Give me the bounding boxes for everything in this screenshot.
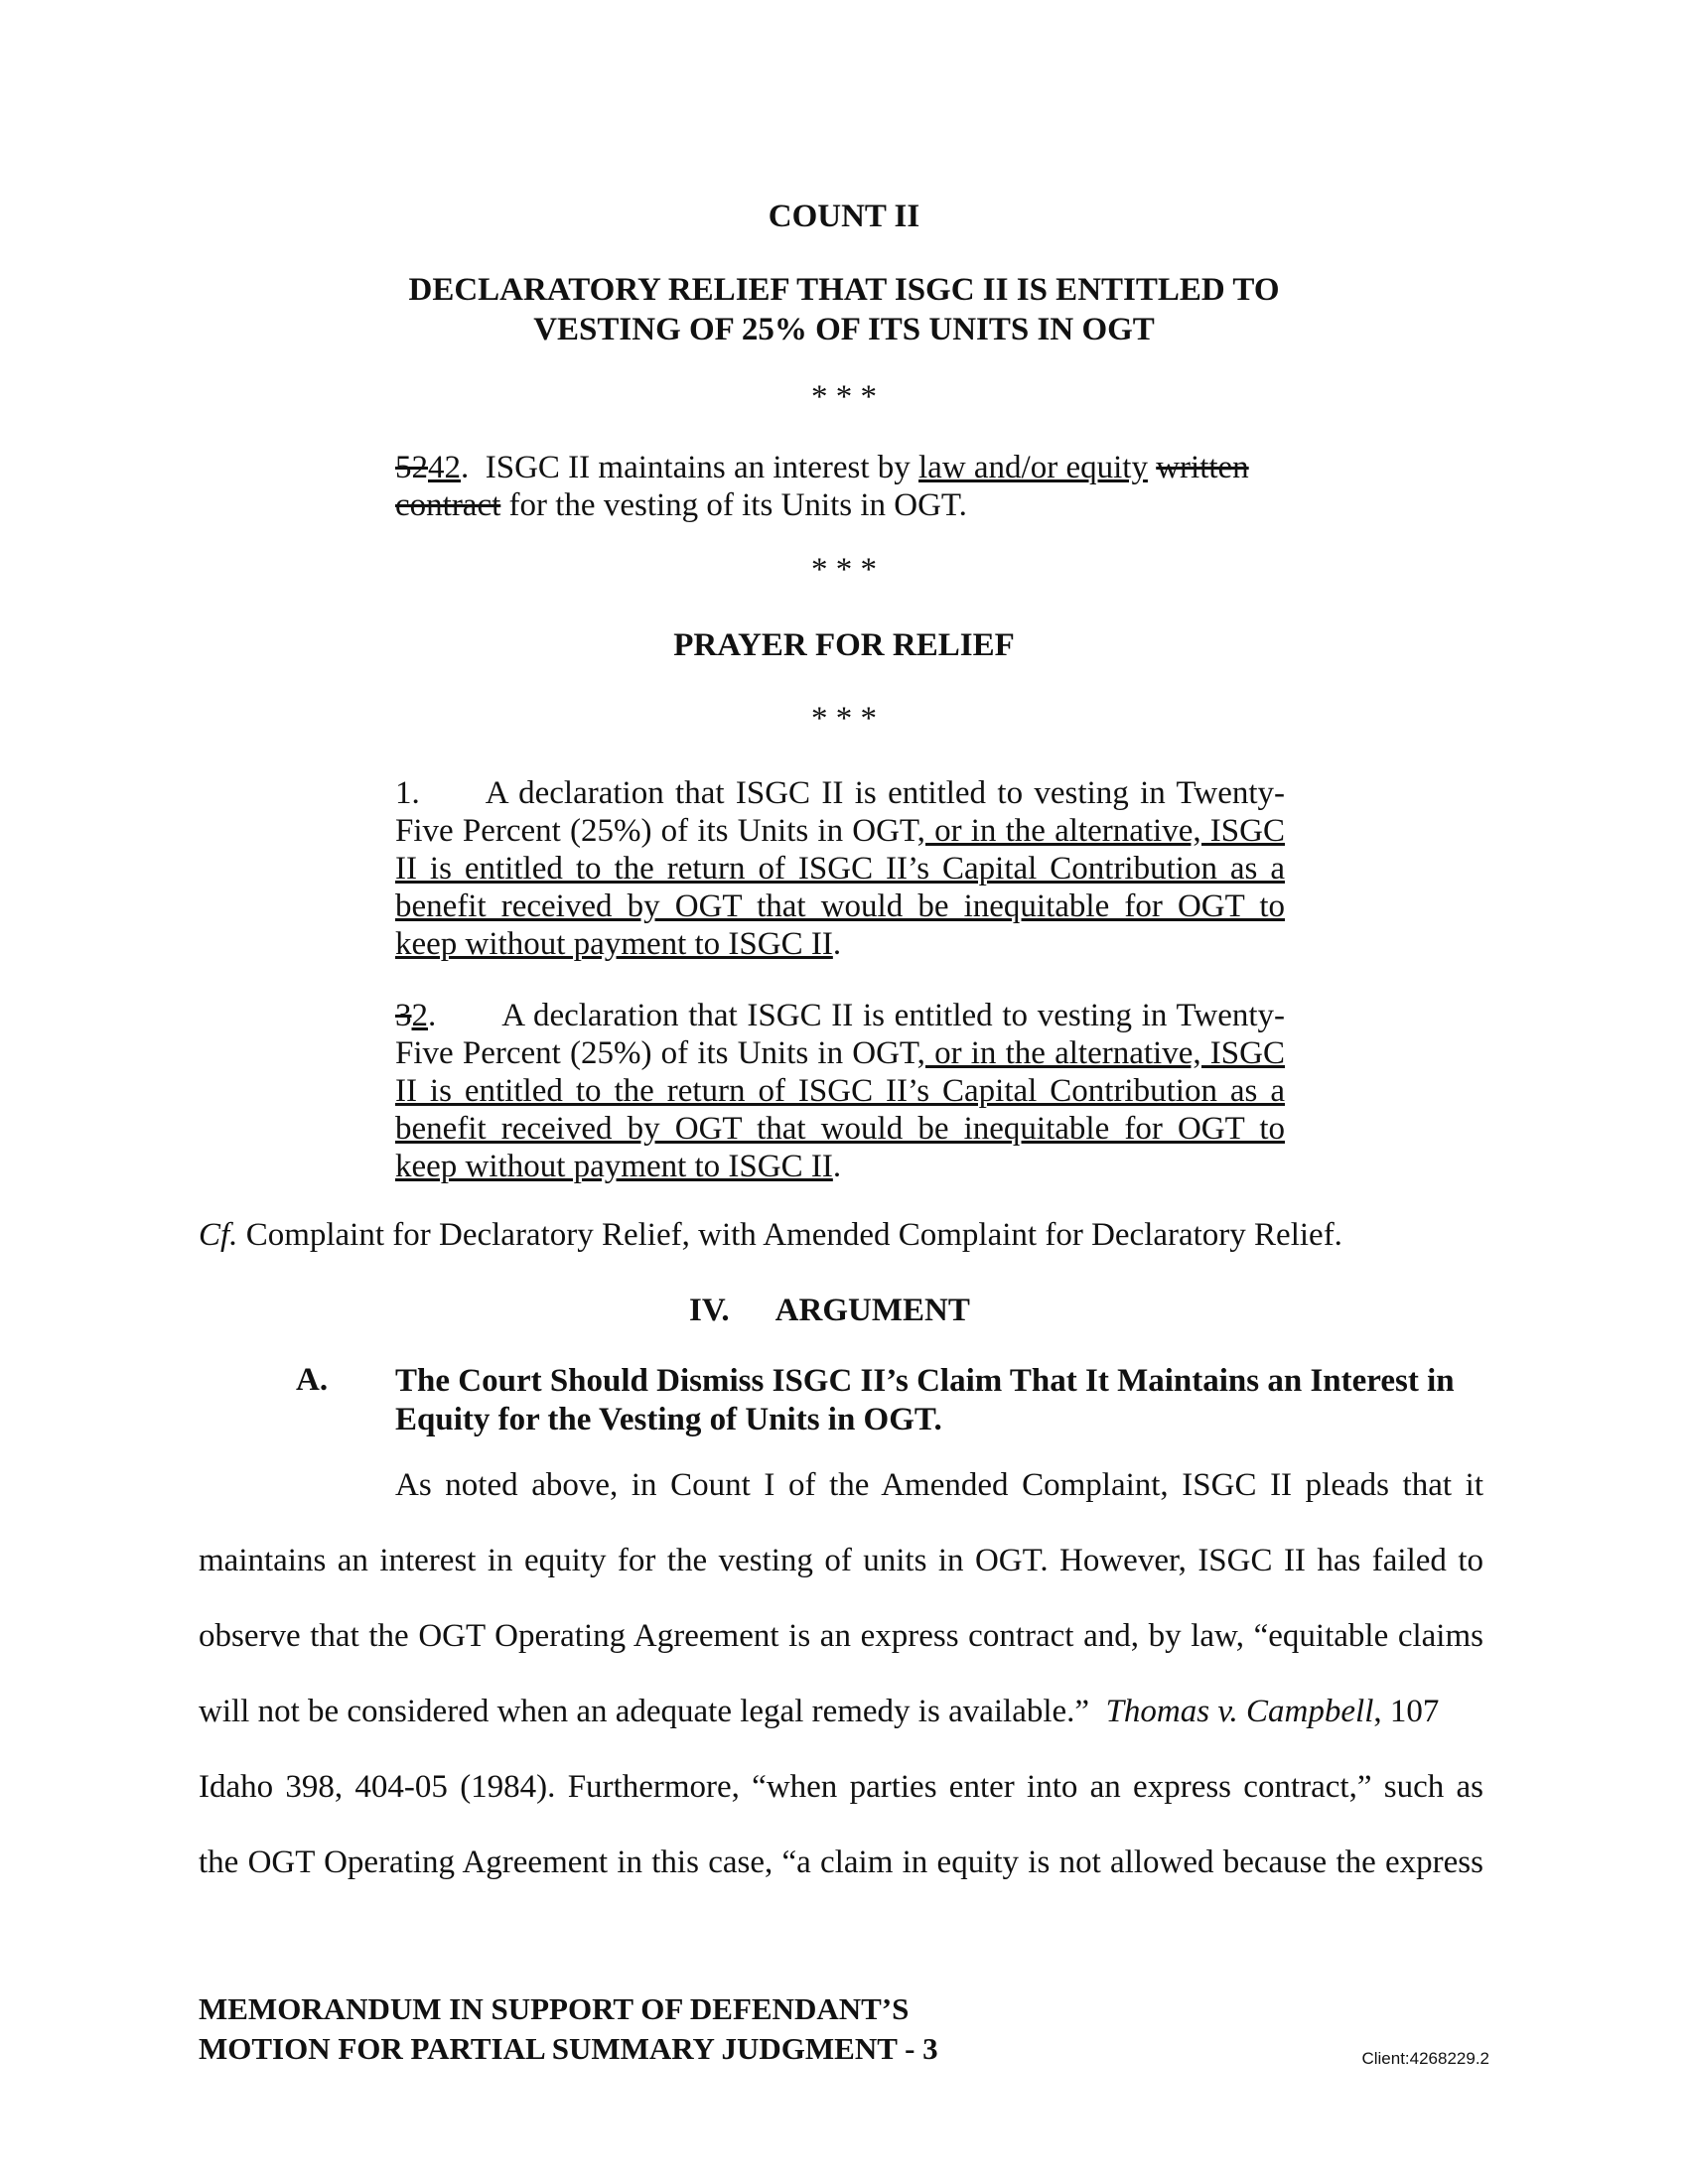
body-line-4-b: , 107 — [1373, 1694, 1440, 1729]
count-subheading-line1: DECLARATORY RELIEF THAT ISGC II IS ENTITLED TO — [408, 272, 1280, 308]
footer-line-2: MOTION FOR PARTIAL SUMMARY JUDGMENT - 3 — [199, 2031, 938, 2066]
body-line-4 — [199, 1694, 1483, 1730]
paragraph-42 — [395, 449, 1285, 524]
footer-title — [199, 1989, 938, 2069]
argument-heading — [689, 1293, 970, 1329]
inserted-number: 42 — [428, 450, 461, 485]
prayer-item-1 — [395, 774, 1285, 963]
asterisks-1: * * * — [811, 379, 877, 415]
paragraph-42-text2: for the vesting of its Units in OGT. — [500, 487, 967, 523]
asterisks-2: * * * — [811, 552, 877, 588]
client-number: Client:4268229.2 — [1361, 2049, 1489, 2068]
count-heading: COUNT II — [768, 199, 920, 234]
prayer-item-2-inserted: , or in the alternative, ISGC II is entitled to the return of ISGC II’s Capital Contribution as a benefit received by OGT that would be inequitable for OGT to keep without payment to ISGC II — [395, 1035, 1285, 1184]
prayer-item-2-text: A declaration that ISGC II is entitled to vesting in Twenty-Five Percent (25%) of its Units in OGT — [395, 998, 1285, 1071]
cf-signal: Cf. — [199, 1217, 238, 1253]
subheading-letter: A. — [296, 1362, 329, 1398]
count-subheading-line2: VESTING OF 25% OF ITS UNITS IN OGT — [533, 312, 1155, 347]
prayer-heading: PRAYER FOR RELIEF — [673, 627, 1015, 663]
body-line-2: maintains an interest in equity for the vesting of units in OGT. However, ISGC II has failed to — [199, 1543, 1483, 1578]
argument-title: ARGUMENT — [774, 1293, 970, 1328]
paragraph-42-text1: ISGC II maintains an interest by — [469, 450, 919, 485]
deleted-number: 52 — [395, 450, 428, 485]
cf-text: Complaint for Declaratory Relief, with Amended Complaint for Declaratory Relief. — [237, 1217, 1342, 1253]
footer-line-1: MEMORANDUM IN SUPPORT OF DEFENDANT’S — [199, 1991, 910, 2026]
subheading-a: The Court Should Dismiss ISGC II’s Claim That It Maintains an Interest in Equity for the Vesting of Units in OGT. — [395, 1363, 1455, 1437]
count-subheading — [0, 270, 1688, 349]
deleted-text: written contract — [395, 450, 1249, 523]
body-line-1: As noted above, in Count I of the Amended Complaint, ISGC II pleads that it — [395, 1467, 1483, 1503]
asterisks-3: * * * — [811, 701, 877, 737]
body-line-5: Idaho 398, 404-05 (1984). Furthermore, “when parties enter into an express contract,” such as — [199, 1769, 1483, 1805]
prayer-item-1-number: 1. — [395, 775, 420, 811]
inserted-text: law and/or equity — [918, 450, 1148, 485]
cf-citation — [199, 1217, 1483, 1254]
prayer-item-2 — [395, 997, 1285, 1185]
case-name: Thomas v. Campbell — [1105, 1694, 1374, 1729]
space — [1148, 450, 1156, 485]
prayer-item-1-text: A declaration that ISGC II is entitled to vesting in Twenty-Five Percent (25%) of its Units in OGT — [395, 775, 1285, 849]
prayer-item-2-deleted-number: 3 — [395, 998, 412, 1033]
prayer-item-2-period: . — [832, 1149, 842, 1184]
prayer-item-1-inserted: , or in the alternative, ISGC II is entitled to the return of ISGC II’s Capital Contribution as a benefit received by OGT that would be inequitable for OGT to keep without payment to ISGC II — [395, 813, 1285, 962]
argument-number: IV. — [689, 1293, 730, 1328]
prayer-item-2-number-period: . — [428, 998, 437, 1033]
body-line-4-a: will not be considered when an adequate legal remedy is available.” — [199, 1694, 1106, 1729]
prayer-item-1-period: . — [832, 926, 842, 962]
body-line-3: observe that the OGT Operating Agreement is an express contract and, by law, “equitable claims — [199, 1618, 1483, 1654]
number-period: . — [461, 450, 470, 485]
body-line-6: the OGT Operating Agreement in this case, “a claim in equity is not allowed because the express — [199, 1844, 1483, 1880]
prayer-item-2-inserted-number: 2 — [411, 998, 428, 1033]
